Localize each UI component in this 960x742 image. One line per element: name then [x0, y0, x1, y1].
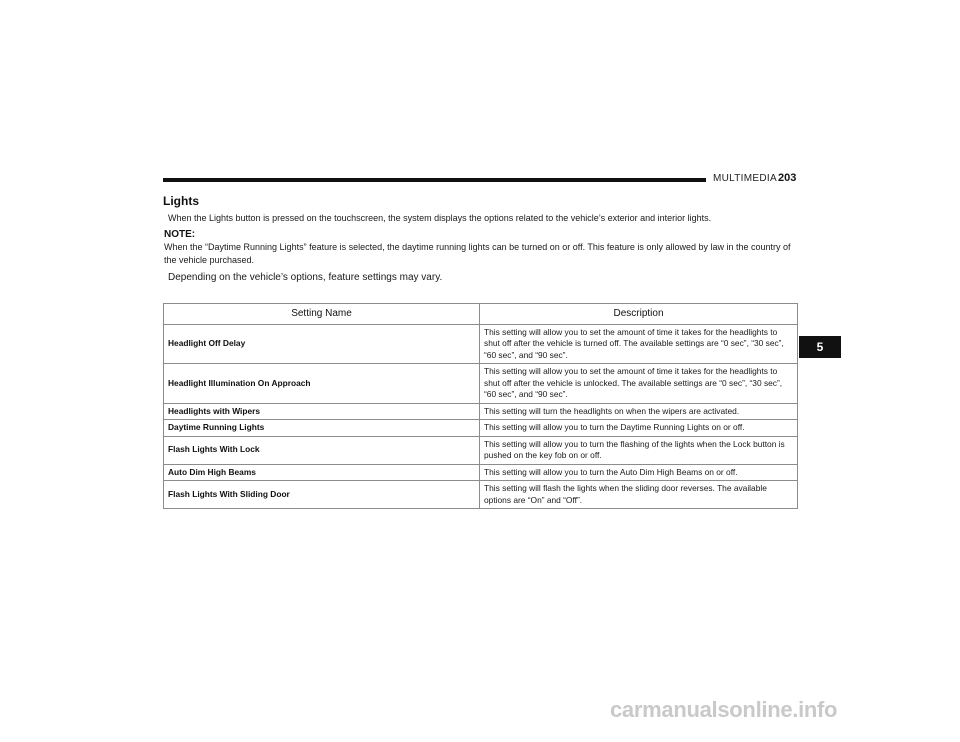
- setting-name-cell: Headlight Off Delay: [164, 324, 480, 364]
- setting-name-cell: Headlights with Wipers: [164, 403, 480, 420]
- table-row: [164, 324, 798, 364]
- lights-settings-table: [163, 303, 798, 509]
- column-header-setting-name: Setting Name: [164, 304, 480, 325]
- table-row: [164, 364, 798, 404]
- table-row: [164, 436, 798, 464]
- setting-description-cell: This setting will allow you to set the amount of time it takes for the headlights to shut off after the vehicle is unlocked. The available settings are “0 sec”, “30 sec”, “60 sec”, and “90 sec”.: [480, 364, 798, 404]
- running-header-section: MULTIMEDIA: [713, 173, 777, 184]
- page-number: 203: [778, 172, 797, 184]
- setting-description-cell: This setting will flash the lights when the sliding door reverses. The available options are “On” and “Off”.: [480, 481, 798, 509]
- setting-description-cell: This setting will allow you to turn the Auto Dim High Beams on or off.: [480, 464, 798, 481]
- setting-name-cell: Flash Lights With Sliding Door: [164, 481, 480, 509]
- table-row: [164, 464, 798, 481]
- setting-description-cell: This setting will allow you to turn the Daytime Running Lights on or off.: [480, 420, 798, 437]
- setting-name-cell: Flash Lights With Lock: [164, 436, 480, 464]
- table-row: [164, 481, 798, 509]
- note-text: When the “Daytime Running Lights” feature is selected, the daytime running lights can be turned on or off. This feature is only allowed by law in the country of the vehicle purchased.: [164, 242, 791, 265]
- setting-name-cell: Headlight Illumination On Approach: [164, 364, 480, 404]
- note-label: NOTE:: [164, 229, 196, 240]
- options-vary-text: Depending on the vehicle’s options, feature settings may vary.: [168, 272, 443, 283]
- setting-description-cell: This setting will allow you to turn the flashing of the lights when the Lock button is pushed on the key fob on or off.: [480, 436, 798, 464]
- table-row: [164, 420, 798, 437]
- intro-paragraph: When the Lights button is pressed on the touchscreen, the system displays the options related to the vehicle’s exterior and interior lights.: [168, 213, 712, 223]
- chapter-tab: 5: [799, 336, 841, 358]
- setting-description-cell: This setting will allow you to set the amount of time it takes for the headlights to shut off after the vehicle is turned off. The available settings are “0 sec”, “30 sec”, “60 sec”, and “90 sec”.: [480, 324, 798, 364]
- watermark: carmanualsonline.info: [610, 697, 838, 722]
- section-title: Lights: [163, 194, 199, 208]
- header-rule: [163, 178, 706, 182]
- setting-description-cell: This setting will turn the headlights on when the wipers are activated.: [480, 403, 798, 420]
- table-row: [164, 403, 798, 420]
- table-header-row: [164, 304, 798, 325]
- setting-name-cell: Daytime Running Lights: [164, 420, 480, 437]
- setting-name-cell: Auto Dim High Beams: [164, 464, 480, 481]
- column-header-description: Description: [480, 304, 798, 325]
